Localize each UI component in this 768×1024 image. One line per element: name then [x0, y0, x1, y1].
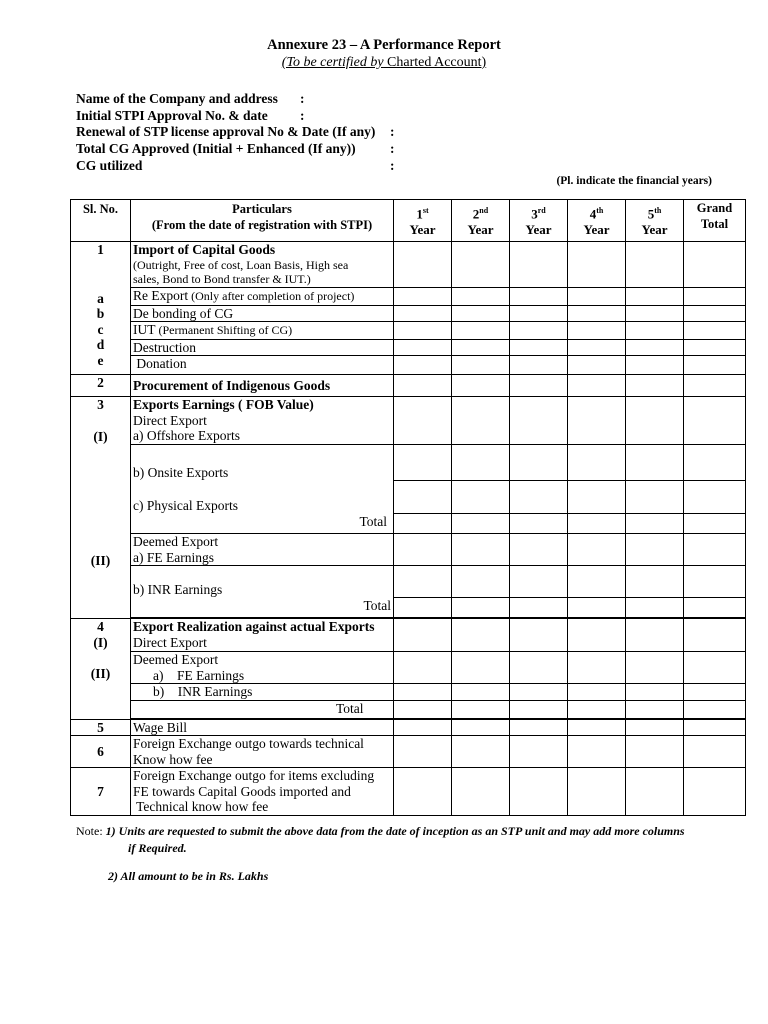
cell[interactable] [568, 719, 626, 736]
sl-num-7: 7 [71, 768, 131, 816]
year-3-label: Year [525, 222, 552, 238]
cell[interactable] [452, 356, 510, 375]
subtitle-rest: Charted Account) [383, 55, 487, 70]
s4-inr: b) INR Earnings [131, 684, 394, 701]
table-row [71, 322, 746, 340]
cell[interactable] [626, 322, 684, 340]
cell[interactable] [626, 356, 684, 375]
table-row [71, 397, 746, 445]
table-row [71, 736, 746, 768]
s3-total-1: Total [131, 514, 394, 534]
cell[interactable] [626, 652, 684, 684]
sl-roman-3-1: (I) [93, 428, 108, 444]
cell[interactable] [394, 288, 452, 306]
performance-table [70, 199, 746, 816]
header-sl-no: Sl. No. [71, 200, 131, 242]
cell[interactable] [626, 719, 684, 736]
cell[interactable] [510, 480, 568, 514]
cell[interactable] [394, 480, 452, 514]
cell[interactable] [510, 397, 568, 445]
header-year-3 [510, 200, 568, 242]
cell[interactable] [626, 736, 684, 768]
cell[interactable] [568, 684, 626, 701]
cell[interactable] [510, 566, 568, 598]
cell[interactable] [626, 375, 684, 397]
cell[interactable] [684, 719, 746, 736]
s1-item-c-note: (Permanent Shifting of CG) [155, 323, 293, 337]
sl-roman-4-1: (I) [93, 634, 108, 650]
cell[interactable] [684, 619, 746, 652]
cell[interactable] [452, 339, 510, 356]
s3-title: Exports Earnings ( FOB Value) [133, 397, 314, 412]
s3-total-2: Total [131, 598, 394, 618]
cell[interactable] [452, 375, 510, 397]
grand-line1: Grand [696, 201, 733, 215]
cell[interactable] [510, 768, 568, 816]
s2-title: Procurement of Indigenous Goods [131, 375, 394, 397]
cell[interactable] [510, 514, 568, 534]
cell[interactable] [684, 768, 746, 816]
cell[interactable] [684, 736, 746, 768]
s1-sub1: (Outright, Free of cost, Loan Basis, High sea [133, 257, 349, 272]
cell[interactable] [626, 305, 684, 322]
s5-title: Wage Bill [131, 719, 394, 736]
cell[interactable] [568, 339, 626, 356]
s4-total: Total [131, 700, 394, 718]
header-year-2 [452, 200, 510, 242]
table-row [71, 534, 746, 566]
table-row [71, 719, 746, 736]
cell[interactable] [394, 444, 452, 480]
sl-num-2: 2 [71, 375, 131, 397]
table-row [71, 684, 746, 701]
table-row [71, 566, 746, 598]
cell[interactable] [684, 598, 746, 618]
page-title: Annexure 23 – A Performance Report [267, 37, 501, 53]
cell[interactable] [394, 684, 452, 701]
table-row [71, 305, 746, 322]
cell[interactable] [568, 480, 626, 514]
s3-direct: Direct Export [133, 412, 207, 428]
cell[interactable] [510, 736, 568, 768]
cell[interactable] [626, 768, 684, 816]
s7-cell [131, 768, 394, 816]
table-row [71, 768, 746, 816]
cell[interactable] [394, 356, 452, 375]
table-row [71, 375, 746, 397]
table-row [71, 480, 746, 514]
cell[interactable] [510, 375, 568, 397]
sl-num-6: 6 [71, 736, 131, 768]
s1-item-c [131, 322, 394, 340]
year-5-num: 5 [647, 206, 655, 222]
cell[interactable] [684, 652, 746, 684]
cell[interactable] [684, 444, 746, 480]
cell[interactable] [510, 598, 568, 618]
cell[interactable] [394, 619, 452, 652]
cell[interactable] [684, 514, 746, 534]
cell[interactable] [626, 700, 684, 718]
sl-cell-3 [71, 397, 131, 619]
field-company-colon: : [300, 91, 305, 106]
s3-physical: c) Physical Exports [131, 480, 394, 514]
cell[interactable] [510, 356, 568, 375]
cell[interactable] [626, 619, 684, 652]
s3-fe: a) FE Earnings [133, 549, 214, 565]
cell[interactable] [684, 356, 746, 375]
cell[interactable] [452, 619, 510, 652]
cell[interactable] [510, 684, 568, 701]
s3-deemed: Deemed Export [133, 534, 219, 549]
table-row [71, 339, 746, 356]
year-1-num: 1 [416, 206, 423, 222]
year-4-sup: th [596, 206, 604, 216]
sl-num-4: 4 [97, 619, 104, 634]
field-company-label: Name of the Company and address [76, 91, 278, 106]
cell[interactable] [394, 322, 452, 340]
s1-item-c-label: IUT [133, 322, 156, 337]
s6-cell [131, 736, 394, 768]
table-row [71, 444, 746, 480]
cell[interactable] [568, 375, 626, 397]
cell[interactable] [510, 242, 568, 288]
cell[interactable] [452, 719, 510, 736]
cell[interactable] [684, 700, 746, 718]
sl-num-3: 3 [97, 397, 104, 412]
cell[interactable] [510, 322, 568, 340]
header-particulars [131, 200, 394, 242]
year-1-sup: st [422, 206, 429, 216]
cell[interactable] [394, 652, 452, 684]
cell[interactable] [452, 514, 510, 534]
cell[interactable] [452, 736, 510, 768]
s1-item-a-note: (Only after completion of project) [188, 289, 355, 303]
s6-line2: Know how fee [133, 751, 213, 767]
field-renewal-colon: : [390, 124, 395, 139]
sl-num-1: 1 [97, 242, 104, 257]
field-cg-approved-colon: : [390, 141, 395, 156]
table-row [71, 242, 746, 288]
cell[interactable] [510, 534, 568, 566]
cell[interactable] [452, 768, 510, 816]
year-4-label: Year [583, 222, 610, 238]
cell[interactable] [626, 480, 684, 514]
cell[interactable] [452, 480, 510, 514]
cell[interactable] [510, 305, 568, 322]
cell[interactable] [684, 375, 746, 397]
sl-cell-1 [71, 242, 131, 375]
cell[interactable] [510, 652, 568, 684]
cell[interactable] [394, 736, 452, 768]
table-row [71, 700, 746, 718]
cell[interactable] [394, 534, 452, 566]
s1-item-a-label: Re Export [133, 288, 189, 303]
s4-title: Export Realization against actual Exports [133, 619, 375, 634]
field-renewal-label: Renewal of STP license approval No & Date (If any) [76, 124, 376, 139]
table-row [71, 598, 746, 618]
cell[interactable] [568, 736, 626, 768]
year-3-sup: rd [537, 206, 546, 216]
cell[interactable] [452, 305, 510, 322]
sl-roman-3-2: (II) [90, 553, 111, 568]
sl-letter-c: c [97, 321, 104, 337]
cell[interactable] [510, 288, 568, 306]
year-3-num: 3 [531, 206, 538, 222]
cell[interactable] [568, 356, 626, 375]
header-grand-total [684, 200, 746, 242]
note-1b: if Required. [128, 841, 187, 855]
cell[interactable] [510, 719, 568, 736]
cell[interactable] [452, 242, 510, 288]
cell[interactable] [452, 700, 510, 718]
cell[interactable] [452, 444, 510, 480]
s3-offshore: a) Offshore Exports [133, 428, 240, 443]
note-line-1 [76, 824, 685, 839]
cell[interactable] [684, 397, 746, 445]
field-cg-utilized-colon: : [390, 158, 395, 173]
table-row [71, 619, 746, 652]
s3-head-cell [131, 397, 394, 445]
s1-title-cell [131, 242, 394, 288]
year-2-num: 2 [472, 206, 480, 222]
sl-letter-d: d [96, 337, 105, 352]
cell[interactable] [626, 288, 684, 306]
cell[interactable] [568, 514, 626, 534]
cell[interactable] [452, 652, 510, 684]
s4-head-cell [131, 619, 394, 652]
sl-letter-a: a [97, 290, 104, 306]
cell[interactable] [568, 700, 626, 718]
s1-sub2: sales, Bond to Bond transfer & IUT.) [133, 271, 311, 286]
year-2-label: Year [467, 222, 494, 238]
cell[interactable] [568, 598, 626, 618]
cell[interactable] [568, 534, 626, 566]
cell[interactable] [684, 534, 746, 566]
cell[interactable] [684, 480, 746, 514]
field-approval-label: Initial STPI Approval No. & date [76, 108, 268, 123]
s4-fe: a) FE Earnings [153, 667, 245, 683]
cell[interactable] [394, 768, 452, 816]
cell[interactable] [626, 397, 684, 445]
note-prefix: Note: [76, 824, 106, 838]
sl-letter-b: b [96, 306, 105, 321]
header-particulars-line1: Particulars [232, 202, 292, 216]
note-1a: 1) Units are requested to submit the above data from the date of inception as an STP unit and may add more columns [105, 824, 685, 838]
s3-deemed-cell [131, 534, 394, 566]
cell[interactable] [684, 566, 746, 598]
cell[interactable] [684, 339, 746, 356]
year-1-label: Year [409, 222, 436, 238]
field-cg-utilized-label: CG utilized [76, 158, 143, 173]
cell[interactable] [626, 684, 684, 701]
cell[interactable] [452, 288, 510, 306]
cell[interactable] [626, 566, 684, 598]
field-cg-approved-label: Total CG Approved (Initial + Enhanced (If any)) [76, 141, 356, 156]
cell[interactable] [452, 397, 510, 445]
cell[interactable] [626, 339, 684, 356]
cell[interactable] [568, 242, 626, 288]
sl-roman-4-2: (II) [90, 666, 111, 681]
table-row [71, 356, 746, 375]
s3-inr: b) INR Earnings [131, 566, 394, 598]
cell[interactable] [394, 566, 452, 598]
s1-item-d: Destruction [131, 339, 394, 356]
cell[interactable] [394, 375, 452, 397]
cell[interactable] [568, 322, 626, 340]
cell[interactable] [452, 598, 510, 618]
cell[interactable] [510, 700, 568, 718]
cell[interactable] [452, 534, 510, 566]
s4-deemed: Deemed Export [133, 652, 219, 667]
cell[interactable] [510, 619, 568, 652]
cell[interactable] [394, 339, 452, 356]
year-5-label: Year [641, 222, 668, 238]
sl-num-5: 5 [71, 719, 131, 736]
year-2-sup: nd [479, 206, 489, 216]
s3-onsite: b) Onsite Exports [131, 444, 394, 480]
header-year-1 [394, 200, 452, 242]
cell[interactable] [626, 598, 684, 618]
subtitle-italic: (To be certified by [281, 55, 384, 70]
table-row [71, 514, 746, 534]
cell[interactable] [626, 242, 684, 288]
financial-year-note: (Pl. indicate the financial years) [556, 175, 712, 187]
cell[interactable] [684, 288, 746, 306]
cell[interactable] [568, 305, 626, 322]
cell[interactable] [394, 598, 452, 618]
cell[interactable] [394, 719, 452, 736]
s4-deemed-cell [131, 652, 394, 684]
cell[interactable] [452, 566, 510, 598]
cell[interactable] [394, 397, 452, 445]
cell[interactable] [568, 566, 626, 598]
cell[interactable] [626, 534, 684, 566]
cell[interactable] [568, 444, 626, 480]
cell[interactable] [568, 619, 626, 652]
cell[interactable] [568, 652, 626, 684]
s7-line2: FE towards Capital Goods imported and [133, 783, 351, 799]
cell[interactable] [684, 305, 746, 322]
cell[interactable] [394, 700, 452, 718]
cell[interactable] [568, 397, 626, 445]
header-year-4 [568, 200, 626, 242]
cell[interactable] [452, 684, 510, 701]
header-year-5 [626, 200, 684, 242]
sl-letter-e: e [97, 352, 104, 368]
page-subtitle [0, 55, 768, 71]
cell[interactable] [568, 768, 626, 816]
header-particulars-line2: (From the date of registration with STPI) [151, 217, 373, 232]
year-4-num: 4 [589, 206, 597, 222]
note-2: 2) All amount to be in Rs. Lakhs [108, 869, 269, 883]
grand-line2: Total [700, 216, 729, 231]
s1-item-e: Donation [131, 356, 394, 375]
cell[interactable] [394, 242, 452, 288]
s1-item-b: De bonding of CG [131, 305, 394, 322]
table-row [71, 288, 746, 306]
cell[interactable] [510, 339, 568, 356]
year-5-sup: th [654, 206, 662, 216]
cell[interactable] [394, 514, 452, 534]
cell[interactable] [684, 242, 746, 288]
sl-cell-4 [71, 619, 131, 720]
table-row [71, 652, 746, 684]
s7-line1: Foreign Exchange outgo for items excluding [133, 768, 375, 783]
s6-line1: Foreign Exchange outgo towards technical [133, 736, 364, 751]
s4-direct: Direct Export [133, 634, 207, 650]
cell[interactable] [452, 322, 510, 340]
s1-title: Import of Capital Goods [133, 242, 276, 257]
cell[interactable] [626, 444, 684, 480]
cell[interactable] [684, 322, 746, 340]
s7-line3: Technical know how fee [133, 799, 269, 814]
table-header-row [71, 200, 746, 242]
cell[interactable] [568, 288, 626, 306]
cell[interactable] [510, 444, 568, 480]
cell[interactable] [684, 684, 746, 701]
cell[interactable] [626, 514, 684, 534]
cell[interactable] [394, 305, 452, 322]
field-approval-colon: : [300, 108, 305, 123]
s1-item-a [131, 288, 394, 306]
